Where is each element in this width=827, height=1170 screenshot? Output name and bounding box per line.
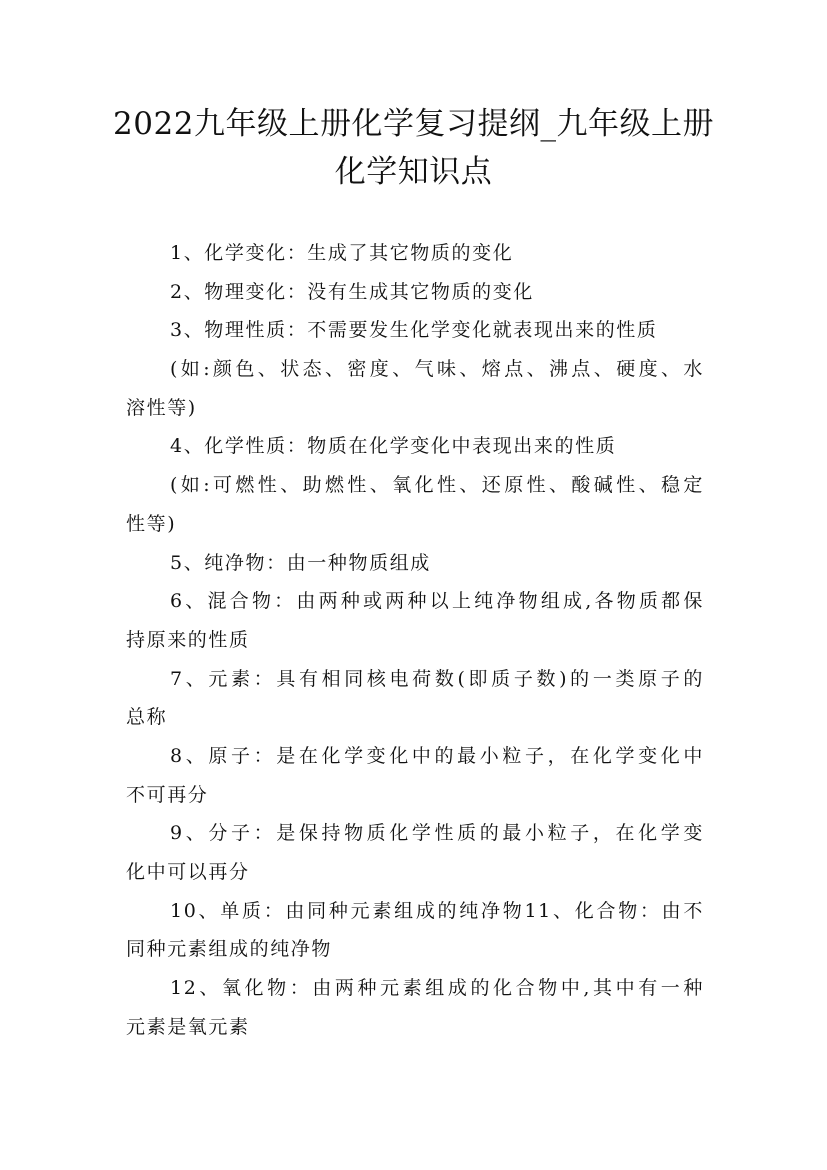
document-title [100, 100, 727, 196]
definition-line-3-examples-cont: 溶性等) [126, 396, 197, 419]
definition-line-7-cont: 总称 [126, 706, 168, 729]
definition-line-4: 4、化学性质：物质在化学变化中表现出来的性质 [170, 435, 617, 458]
definition-line-6-cont: 持原来的性质 [126, 628, 250, 651]
definition-line-4-examples-cont: 性等) [126, 512, 177, 535]
definition-line-5: 5、纯净物：由一种物质组成 [170, 551, 431, 574]
definition-line-4-examples: (如:可燃性、助燃性、氧化性、还原性、酸碱性、稳定 [170, 474, 704, 497]
definition-line-8: 8、原子：是在化学变化中的最小粒子，在化学变化中 [170, 744, 704, 767]
definition-line-7: 7、元素：具有相同核电荷数(即质子数)的一类原子的 [170, 667, 704, 690]
definition-line-3: 3、物理性质：不需要发生化学变化就表现出来的性质 [170, 319, 658, 342]
definition-line-9: 9、分子：是保持物质化学性质的最小粒子，在化学变 [170, 822, 704, 845]
definition-line-12: 12、氧化物：由两种元素组成的化合物中,其中有一种 [170, 977, 704, 1000]
definition-line-10-cont: 同种元素组成的纯净物 [126, 938, 333, 961]
title-line-1: 2022九年级上册化学复习提纲_九年级上册 [113, 106, 714, 142]
definition-line-6: 6、混合物：由两种或两种以上纯净物组成,各物质都保 [170, 590, 704, 613]
definition-line-10: 10、单质：由同种元素组成的纯净物11、化合物：由不 [170, 899, 704, 922]
definition-line-9-cont: 化中可以再分 [126, 861, 250, 883]
definition-line-12-cont: 元素是氧元素 [126, 1015, 250, 1038]
definition-line-1: 1、化学变化：生成了其它物质的变化 [170, 242, 514, 264]
definition-line-3-examples: (如:颜色、状态、密度、气味、熔点、沸点、硬度、水 [170, 358, 704, 381]
definition-line-8-cont: 不可再分 [126, 783, 209, 806]
title-line-2: 化学知识点 [334, 154, 493, 190]
document-body [126, 234, 704, 1046]
definition-line-2: 2、物理变化：没有生成其它物质的变化 [170, 280, 534, 303]
